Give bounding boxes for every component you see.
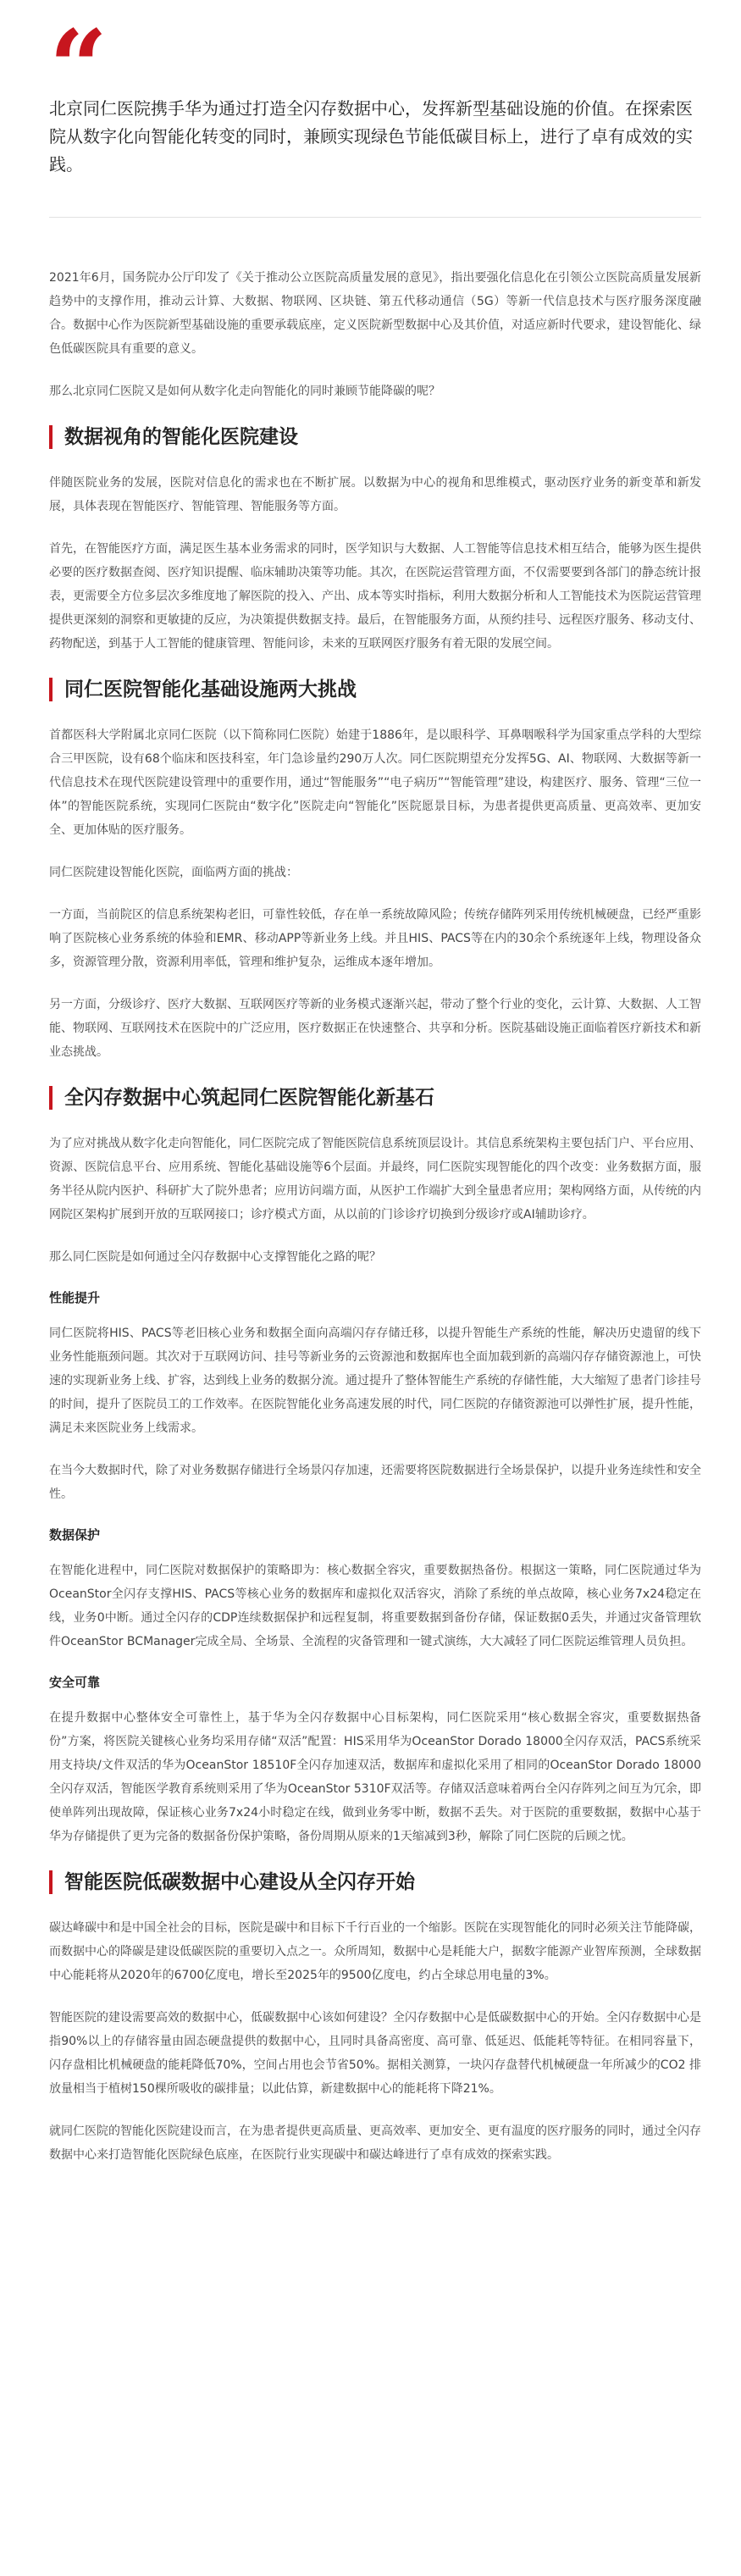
paragraph: 另一方面，分级诊疗、医疗大数据、互联网医疗等新的业务模式逐渐兴起，带动了整个行业的变化，云计算、大数据、人工智能、物联网、互联网技术在医院中的广泛应用，医疗数据正在快速整合、共享和分析。医院基础设施正面临着医疗新技术和新业态挑战。 bbox=[49, 998, 701, 1059]
section-title: 全闪存数据中心筑起同仁医院智能化新基石 bbox=[64, 1087, 434, 1109]
section-marker bbox=[49, 1086, 53, 1110]
paragraph: 在当今大数据时代，除了对业务数据存储进行全场景闪存加速，还需要将医院数据进行全场景保护，以提升业务连续性和安全性。 bbox=[49, 1464, 701, 1501]
subsection-heading: 性能提升 bbox=[49, 1290, 101, 1305]
section-marker bbox=[49, 425, 53, 449]
section-heading bbox=[49, 422, 701, 452]
section-title: 同仁医院智能化基础设施两大挑战 bbox=[64, 679, 357, 701]
paragraph: 首都医科大学附属北京同仁医院（以下简称同仁医院）始建于1886年，是以眼科学、耳鼻咽喉科学为国家重点学科的大型综合三甲医院，设有68个临床和医技科室，年门急诊量约290万人次。同仁医院期望充分发挥5G、AI、物联网、大数据等新一代信息技术在现代医院建设管理中的重要作用，通过“智能服务”“电子病历”“智能管理”建设，构建医疗、服务、管理“三位一体”的智能医院系统，实现同仁医院由“数字化”医院走向“智能化”医院愿景目标，为患者提供更高质量、更高效率、更加安全、更加体贴的医疗服务。 bbox=[49, 728, 701, 837]
section-marker bbox=[49, 678, 53, 701]
section-title: 数据视角的智能化医院建设 bbox=[64, 426, 298, 448]
article-sections bbox=[49, 422, 701, 2167]
lead-summary: 北京同仁医院携手华为通过打造全闪存数据中心，发挥新型基础设施的价值。在探索医院从数字化向智能化转变的同时，兼顾实现绿色节能低碳目标上，进行了卓有成效的实践。 bbox=[49, 98, 693, 175]
subsection-heading: 安全可靠 bbox=[49, 1675, 101, 1690]
section-heading bbox=[49, 1083, 701, 1113]
paragraph: 在提升数据中心整体安全可靠性上，基于华为全闪存数据中心目标架构，同仁医院采用“核心数据全容灾，重要数据热备份”方案，将医院关键核心业务均采用存储“双活”配置：HIS采用华为OceanStor Dorado 18000全闪存双活，PACS系统采用支持块/文件双活的华为OceanStor 18510F全闪存加速双活，数据库和虚拟化采用了相同的OceanStor Dorado 18000全闪存双活，智能医学教育系统则采用了华为OceanStor 5310F双活等。存储双活意味着两台全闪存阵列之间互为冗余，即使单阵列出现故障，保证核心业务7x24小时稳定在线，做到业务零中断，数据不丢失。对于医院的重要数据，数据中心基于华为存储提供了更为完备的数据备份保护策略，备份周期从原来的1天缩减到3秒，解除了同仁医院的后顾之忧。 bbox=[49, 1711, 701, 1843]
section-marker bbox=[49, 1870, 53, 1894]
section-heading bbox=[49, 674, 701, 705]
paragraph: 碳达峰碳中和是中国全社会的目标，医院是碳中和目标下千行百业的一个缩影。医院在实现智能化的同时必须关注节能降碳，而数据中心的降碳是建设低碳医院的重要切入点之一。众所周知，数据中心是耗能大户，据数字能源产业智库预测，全球数据中心能耗将从2020年的6700亿度电，增长至2025年的9500亿度电，约占全球总用电量的3%。 bbox=[49, 1921, 701, 1982]
paragraph: 伴随医院业务的发展，医院对信息化的需求也在不断扩展。以数据为中心的视角和思维模式，驱动医疗业务的新变革和新发展，具体表现在智能医疗、智能管理、智能服务等方面。 bbox=[49, 476, 701, 513]
section-heading bbox=[49, 1867, 701, 1897]
intro-question: 那么北京同仁医院又是如何从数字化走向智能化的同时兼顾节能降碳的呢？ bbox=[49, 385, 440, 398]
article-body bbox=[49, 266, 701, 2185]
paragraph: 一方面，当前院区的信息系统架构老旧，可靠性较低，存在单一系统故障风险；传统存储阵列采用传统机械硬盘，已经严重影响了医院核心业务系统的体验和EMR、移动APP等新业务上线。并且HIS、PACS等在内的30余个系统逐年上线，物理设备众多，资源管理分散，资源利用率低，管理和维护复杂，运维成本逐年增加。 bbox=[49, 908, 701, 969]
paragraph: 在智能化进程中，同仁医院对数据保护的策略即为：核心数据全容灾，重要数据热备份。根据这一策略，同仁医院通过华为OceanStor全闪存支撑HIS、PACS等核心业务的数据库和虚拟化双活容灾，消除了系统的单点故障，核心业务7x24稳定在线，业务0中断。通过全闪存的CDP连续数据保护和远程复制，将重要数据到备份存储，保证数据0丢失，并通过灾备管理软件OceanStor BCManager完成全局、全场景、全流程的灾备管理和一键式演练，大大减轻了同仁医院运维管理人员负担。 bbox=[49, 1564, 701, 1648]
paragraph: 首先，在智能医疗方面，满足医生基本业务需求的同时，医学知识与大数据、人工智能等信息技术相互结合，能够为医生提供必要的医疗数据查阅、医疗知识提醒、临床辅助决策等功能。其次，在医院运营管理方面，不仅需要要到各部门的静态统计报表，更需要全方位多层次多维度地了解医院的投入、产出、成本等实时指标，利用大数据分析和人工智能技术为医院运营管理提供更深刻的洞察和更敏捷的反应，为决策提供数据支持。最后，在智能服务方面，从预约挂号、远程医疗服务、移动支付、药物配送，到基于人工智能的健康管理、智能问诊，未来的互联网医疗服务有着无限的发展空间。 bbox=[49, 542, 701, 651]
intro-paragraph: 2021年6月，国务院办公厅印发了《关于推动公立医院高质量发展的意见》，指出要强化信息化在引领公立医院高质量发展新趋势中的支撑作用，推动云计算、大数据、物联网、区块链、第五代移动通信（5G）等新一代信息技术与医疗服务深度融合。数据中心作为医院新型基础设施的重要承载底座，定义医院新型数据中心及其价值，对适应新时代要求，建设智能化、绿色低碳医院具有重要的意义。 bbox=[49, 271, 701, 356]
subsection-heading: 数据保护 bbox=[49, 1527, 101, 1543]
paragraph: 为了应对挑战从数字化走向智能化，同仁医院完成了智能医院信息系统顶层设计。其信息系统架构主要包括门户、平台应用、资源、医院信息平台、应用系统、智能化基础设施等6个层面。并最终，同仁医院实现智能化的四个改变：业务数据方面，服务半径从院内医护、科研扩大了院外患者；应用访问端方面，从医护工作端扩大到全量患者应用；架构网络方面，从传统的内网院区架构扩展到开放的互联网接口；诊疗模式方面，从以前的门诊诊疗切换到分级诊疗或AI辅助诊疗。 bbox=[49, 1137, 701, 1222]
lead-divider bbox=[49, 217, 701, 218]
paragraph: 就同仁医院的智能化医院建设而言，在为患者提供更高质量、更高效率、更加安全、更有温度的医疗服务的同时，通过全闪存数据中心来打造智能化医院绿色底座，在医院行业实现碳中和碳达峰进行了卓有成效的探索实践。 bbox=[49, 2125, 701, 2162]
paragraph: 同仁医院建设智能化医院，面临两方面的挑战： bbox=[49, 866, 298, 879]
section-title: 智能医院低碳数据中心建设从全闪存开始 bbox=[64, 1871, 415, 1893]
quote-mark-icon: “ bbox=[49, 8, 100, 127]
paragraph: 同仁医院将HIS、PACS等老旧核心业务和数据全面向高端闪存存储迁移，以提升智能生产系统的性能，解决历史遗留的线下业务性能瓶颈问题。其次对于互联网访问、挂号等新业务的云资源池和数据库也全面加载到新的高端闪存存储资源池上，可快速的实现新业务上线、扩容，达到线上业务的数据分流。通过提升了整体智能生产系统的存储性能，大大缩短了患者门诊挂号的时间，提升了医院员工的工作效率。在医院智能化业务高速发展的时代，同仁医院的存储资源池可以弹性扩展，提升性能，满足未来医院业务上线需求。 bbox=[49, 1327, 701, 1435]
paragraph: 那么同仁医院是如何通过全闪存数据中心支撑智能化之路的呢？ bbox=[49, 1250, 381, 1264]
paragraph: 智能医院的建设需要高效的数据中心，低碳数据中心该如何建设？全闪存数据中心是低碳数据中心的开始。全闪存数据中心是指90%以上的存储容量由固态硬盘提供的数据中心，且同时具备高密度、高可靠、低延迟、低能耗等特征。在相同容量下，闪存盘相比机械硬盘的能耗降低70%，空间占用也会节省50%。据相关测算，一块闪存盘替代机械硬盘一年所减少的CO2 排放量相当于植树150棵所吸收的碳排量；以此估算，新建数据中心的能耗将下降21%。 bbox=[49, 2011, 701, 2096]
